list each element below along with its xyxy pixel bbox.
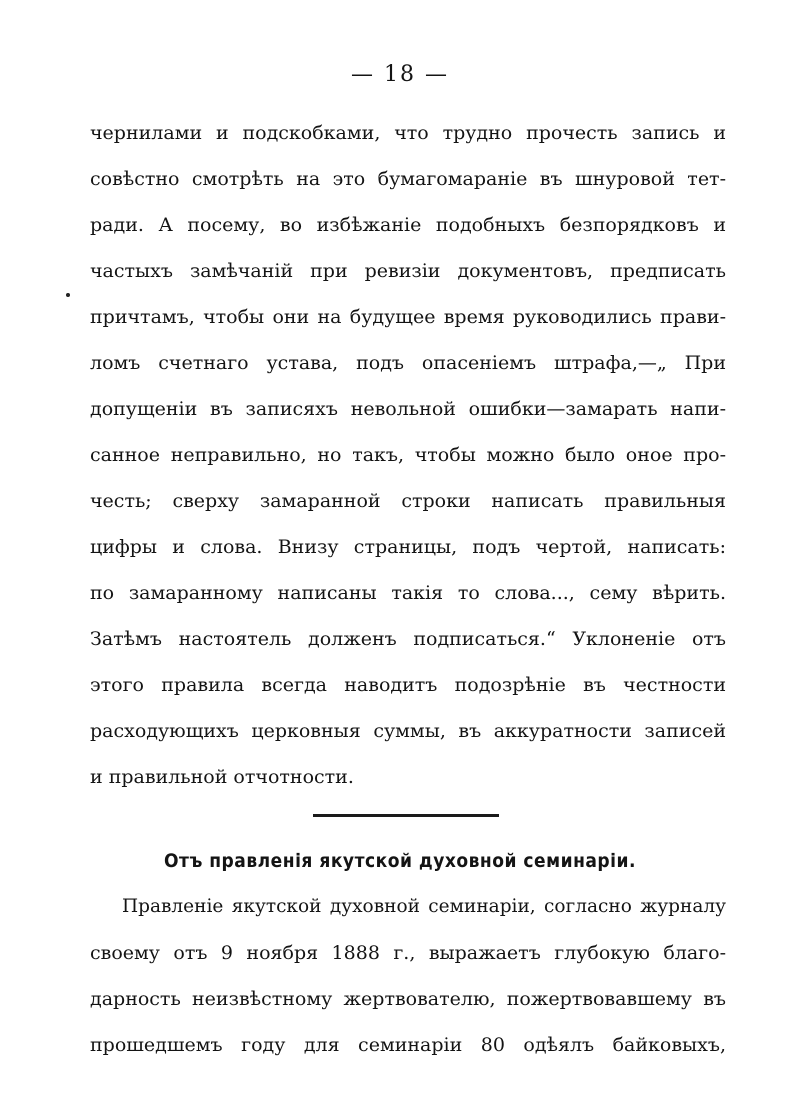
text-line: своему отъ 9 ноября 1888 г., выражаетъ глубокую благо- — [90, 942, 726, 964]
text-line: дарность неизвѣстному жертвователю, пожертвовавшему въ — [90, 988, 726, 1010]
text-line: и правильной отчотности. — [90, 766, 354, 788]
text-line: ради. А посему, во избѣжаніе подобныхъ безпорядковъ и — [90, 214, 726, 236]
ink-speck — [66, 293, 70, 297]
text-line: цифры и слова. Внизу страницы, подъ чертой, написать: — [90, 536, 726, 558]
text-line: Правленіе якутской духовной семинаріи, согласно журналу — [122, 896, 726, 917]
text-line: этого правила всегда наводитъ подозрѣніе въ честности — [90, 674, 726, 696]
text-line: санное неправильно, но такъ, чтобы можно было оное про- — [90, 444, 726, 466]
text-line: Затѣмъ настоятель долженъ подписаться.“ Уклоненіе отъ — [90, 628, 726, 650]
section-heading: Отъ правленія якутской духовной семинаріи. — [164, 850, 636, 872]
text-line: по замаранному написаны такія то слова..., сему вѣрить. — [90, 582, 726, 604]
page-number: — 18 — — [351, 62, 449, 87]
text-line: чернилами и подскобками, что трудно прочесть запись и — [90, 122, 726, 144]
body-text — [90, 110, 726, 800]
text-line: расходующихъ церковныя суммы, въ аккуратности записей — [90, 720, 726, 742]
text-line: причтамъ, чтобы они на будущее время руководились прави- — [90, 306, 726, 328]
section-divider — [313, 814, 499, 817]
text-line: ломъ счетнаго устава, подъ опасеніемъ штрафа,—„ При — [90, 352, 726, 374]
text-line: совѣстно смотрѣть на это бумагомараніе въ шнуровой тет- — [90, 168, 726, 190]
text-line: честь; сверху замаранной строки написать правильныя — [90, 490, 726, 512]
text-line: допущеніи въ записяхъ невольной ошибки—замарать напи- — [90, 398, 726, 420]
section-text — [90, 884, 726, 1068]
text-line: прошедшемъ году для семинаріи 80 одѣялъ байковыхъ, — [90, 1034, 726, 1056]
text-line: частыхъ замѣчаній при ревизіи документовъ, предписать — [90, 260, 726, 282]
